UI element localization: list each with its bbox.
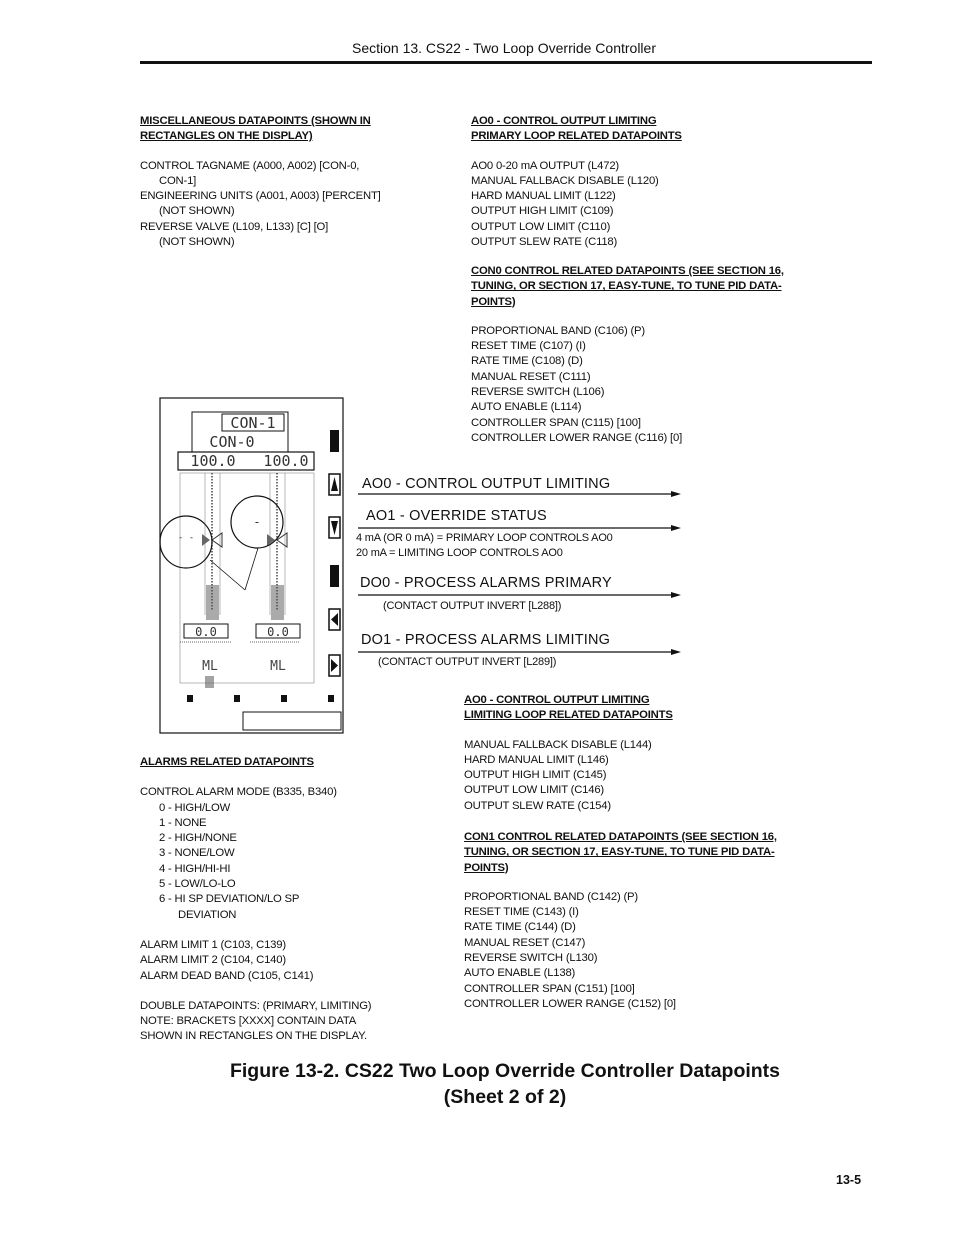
ml-left: ML bbox=[202, 659, 218, 674]
misc-item: CONTROL TAGNAME (A000, A002) [CON-0, bbox=[140, 159, 360, 172]
ml-marker bbox=[205, 676, 214, 688]
ao1-note: 4 mA (OR 0 mA) = PRIMARY LOOP CONTROLS AO0 bbox=[356, 532, 613, 544]
con0-item: CONTROLLER LOWER RANGE (C116) [0] bbox=[471, 431, 683, 444]
ml-right: ML bbox=[270, 659, 286, 674]
key-bar bbox=[330, 430, 339, 452]
misc-item: REVERSE VALVE (L109, L133) [C] [O] bbox=[140, 220, 329, 233]
con1-block bbox=[464, 830, 777, 1012]
con1-item: CONTROLLER LOWER RANGE (C152) [0] bbox=[464, 997, 676, 1010]
alarm-mode: CONTROL ALARM MODE (B335, B340) bbox=[140, 786, 337, 799]
alarm-mode-option: 0 - HIGH/LOW bbox=[159, 801, 231, 814]
con0-block bbox=[471, 264, 784, 446]
alarm-limit: ALARM LIMIT 2 (C104, C140) bbox=[140, 954, 286, 967]
misc-item: (NOT SHOWN) bbox=[159, 236, 235, 249]
misc-datapoints-block bbox=[140, 114, 381, 250]
alarm-mode-option: 5 - LOW/LO-LO bbox=[159, 878, 236, 891]
ao0-primary-item: MANUAL FALLBACK DISABLE (L120) bbox=[471, 174, 659, 187]
arrowhead-icon bbox=[671, 592, 681, 598]
label-do0: DO0 - PROCESS ALARMS PRIMARY bbox=[360, 575, 612, 591]
con0-heading-line: TUNING, OR SECTION 17, EASY-TUNE, TO TUNE PID DATA- bbox=[471, 280, 782, 293]
tag-strip bbox=[243, 712, 341, 730]
alarm-mode-option-cont: DEVIATION bbox=[178, 908, 237, 921]
ao0-limiting-item: OUTPUT HIGH LIMIT (C145) bbox=[464, 769, 607, 782]
alarm-note: NOTE: BRACKETS [XXXX] CONTAIN DATA bbox=[140, 1015, 357, 1028]
misc-item: ENGINEERING UNITS (A001, A003) [PERCENT] bbox=[140, 190, 381, 203]
indicator-square bbox=[234, 695, 240, 702]
up-arrow-icon bbox=[331, 477, 338, 491]
con0-heading-line: CON0 CONTROL RELATED DATAPOINTS (SEE SECTION 16, bbox=[471, 265, 784, 277]
alarms-block bbox=[140, 755, 371, 1045]
output-arrows bbox=[355, 480, 685, 655]
arrowhead-icon bbox=[671, 649, 681, 655]
con1-item: PROPORTIONAL BAND (C142) (P) bbox=[464, 890, 638, 903]
indicator-square bbox=[328, 695, 334, 702]
page-header: Section 13. CS22 - Two Loop Override Controller bbox=[351, 40, 656, 56]
ao0-primary-heading-line: AO0 - CONTROL OUTPUT LIMITING bbox=[471, 115, 657, 127]
ao0-limiting-item: MANUAL FALLBACK DISABLE (L144) bbox=[464, 738, 652, 751]
con0-item: AUTO ENABLE (L114) bbox=[471, 401, 582, 414]
arrowhead-icon bbox=[671, 525, 681, 531]
callout-leader bbox=[245, 548, 258, 590]
alarm-mode-option: 1 - NONE bbox=[159, 816, 207, 829]
value-left: 100.0 bbox=[190, 452, 236, 470]
ao0-limiting-item: OUTPUT SLEW RATE (C154) bbox=[464, 799, 611, 812]
con1-item: CONTROLLER SPAN (C151) [100] bbox=[464, 982, 635, 995]
bar-right-fill bbox=[271, 585, 284, 620]
ao0-primary-item: OUTPUT HIGH LIMIT (C109) bbox=[471, 205, 614, 218]
pointer-right bbox=[277, 533, 287, 547]
small-right: 0.0 bbox=[267, 625, 289, 639]
ao0-primary-item: HARD MANUAL LIMIT (L122) bbox=[471, 190, 616, 203]
ao0-primary-item: OUTPUT SLEW RATE (C118) bbox=[471, 236, 618, 249]
label-do1: DO1 - PROCESS ALARMS LIMITING bbox=[361, 632, 611, 648]
figure-caption-line: (Sheet 2 of 2) bbox=[443, 1086, 567, 1108]
con1-item: REVERSE SWITCH (L130) bbox=[464, 952, 598, 965]
ao0-limiting-heading-line: AO0 - CONTROL OUTPUT LIMITING bbox=[464, 694, 650, 706]
bargraph-area bbox=[177, 473, 314, 683]
alarms-heading: ALARMS RELATED DATAPOINTS bbox=[140, 756, 314, 768]
con1-item: MANUAL RESET (C147) bbox=[464, 936, 586, 949]
do0-note: (CONTACT OUTPUT INVERT [L288]) bbox=[383, 600, 562, 612]
con0-item: MANUAL RESET (C111) bbox=[471, 370, 591, 383]
misc-heading-line: MISCELLANEOUS DATAPOINTS (SHOWN IN bbox=[140, 115, 371, 127]
con0-item: CONTROLLER SPAN (C115) [100] bbox=[471, 416, 641, 429]
alarm-mode-option: 3 - NONE/LOW bbox=[159, 847, 235, 860]
key-bar bbox=[330, 565, 339, 587]
con0-heading-line: POINTS) bbox=[471, 295, 516, 308]
header-rule bbox=[140, 61, 872, 64]
tag-top: CON-1 bbox=[230, 414, 276, 432]
con1-item: RATE TIME (C144) (D) bbox=[464, 921, 576, 934]
ao1-note: 20 mA = LIMITING LOOP CONTROLS AO0 bbox=[356, 547, 563, 559]
con1-item: RESET TIME (C143) (I) bbox=[464, 906, 579, 919]
ao0-limiting-item: HARD MANUAL LIMIT (L146) bbox=[464, 753, 609, 766]
alarm-limit: ALARM DEAD BAND (C105, C141) bbox=[140, 969, 314, 982]
circle-dash: - - bbox=[177, 533, 195, 543]
con0-item: RATE TIME (C108) (D) bbox=[471, 355, 583, 368]
alarm-limit: ALARM LIMIT 1 (C103, C139) bbox=[140, 938, 286, 951]
page-number: 13-5 bbox=[836, 1173, 862, 1187]
arrowhead-icon bbox=[671, 491, 681, 497]
circle-dash: - bbox=[253, 515, 261, 529]
marker-left bbox=[202, 534, 210, 546]
label-ao1: AO1 - OVERRIDE STATUS bbox=[366, 508, 547, 524]
ao0-primary-block bbox=[471, 114, 682, 250]
label-ao0: AO0 - CONTROL OUTPUT LIMITING bbox=[362, 476, 611, 492]
controller-faceplate-diagram bbox=[150, 390, 355, 735]
ao0-limiting-item: OUTPUT LOW LIMIT (C146) bbox=[464, 784, 604, 797]
con1-heading-line: POINTS) bbox=[464, 861, 509, 874]
down-arrow-icon bbox=[331, 521, 338, 535]
alarm-mode-option: 6 - HI SP DEVIATION/LO SP bbox=[159, 893, 300, 906]
misc-item: CON-1] bbox=[159, 174, 197, 187]
con0-item: PROPORTIONAL BAND (C106) (P) bbox=[471, 324, 645, 337]
con1-item: AUTO ENABLE (L138) bbox=[464, 967, 576, 980]
figure-caption-line: Figure 13-2. CS22 Two Loop Override Controller Datapoints bbox=[229, 1060, 781, 1082]
ao0-primary-item: AO0 0-20 mA OUTPUT (L472) bbox=[471, 159, 619, 172]
ao0-primary-item: OUTPUT LOW LIMIT (C110) bbox=[471, 220, 611, 233]
indicator-square bbox=[187, 695, 193, 702]
con0-item: REVERSE SWITCH (L106) bbox=[471, 386, 605, 399]
value-right: 100.0 bbox=[263, 452, 309, 470]
misc-item: (NOT SHOWN) bbox=[159, 205, 235, 218]
con1-heading-line: CON1 CONTROL RELATED DATAPOINTS (SEE SECTION 16, bbox=[464, 831, 777, 843]
tag-bottom: CON-0 bbox=[209, 433, 255, 451]
bar-left-fill bbox=[206, 585, 219, 620]
pointer-left bbox=[212, 533, 222, 547]
alarm-note: SHOWN IN RECTANGLES ON THE DISPLAY. bbox=[140, 1030, 367, 1043]
do1-note: (CONTACT OUTPUT INVERT [L289]) bbox=[378, 656, 557, 668]
indicator-square bbox=[281, 695, 287, 702]
misc-heading-line: RECTANGLES ON THE DISPLAY) bbox=[140, 130, 313, 143]
alarm-mode-option: 4 - HIGH/HI-HI bbox=[159, 862, 231, 875]
con1-heading-line: TUNING, OR SECTION 17, EASY-TUNE, TO TUNE PID DATA- bbox=[464, 846, 775, 859]
left-arrow-icon bbox=[331, 613, 338, 626]
small-left: 0.0 bbox=[195, 625, 217, 639]
alarm-mode-option: 2 - HIGH/NONE bbox=[159, 832, 237, 845]
ao0-limiting-heading-line: LIMITING LOOP RELATED DATAPOINTS bbox=[464, 709, 673, 722]
ao0-limiting-block bbox=[464, 693, 673, 814]
con0-item: RESET TIME (C107) (I) bbox=[471, 340, 586, 353]
right-arrow-icon bbox=[331, 659, 338, 672]
figure-caption bbox=[0, 1058, 954, 1110]
alarm-note: DOUBLE DATAPOINTS: (PRIMARY, LIMITING) bbox=[140, 999, 372, 1012]
ao0-primary-heading-line: PRIMARY LOOP RELATED DATAPOINTS bbox=[471, 130, 682, 143]
